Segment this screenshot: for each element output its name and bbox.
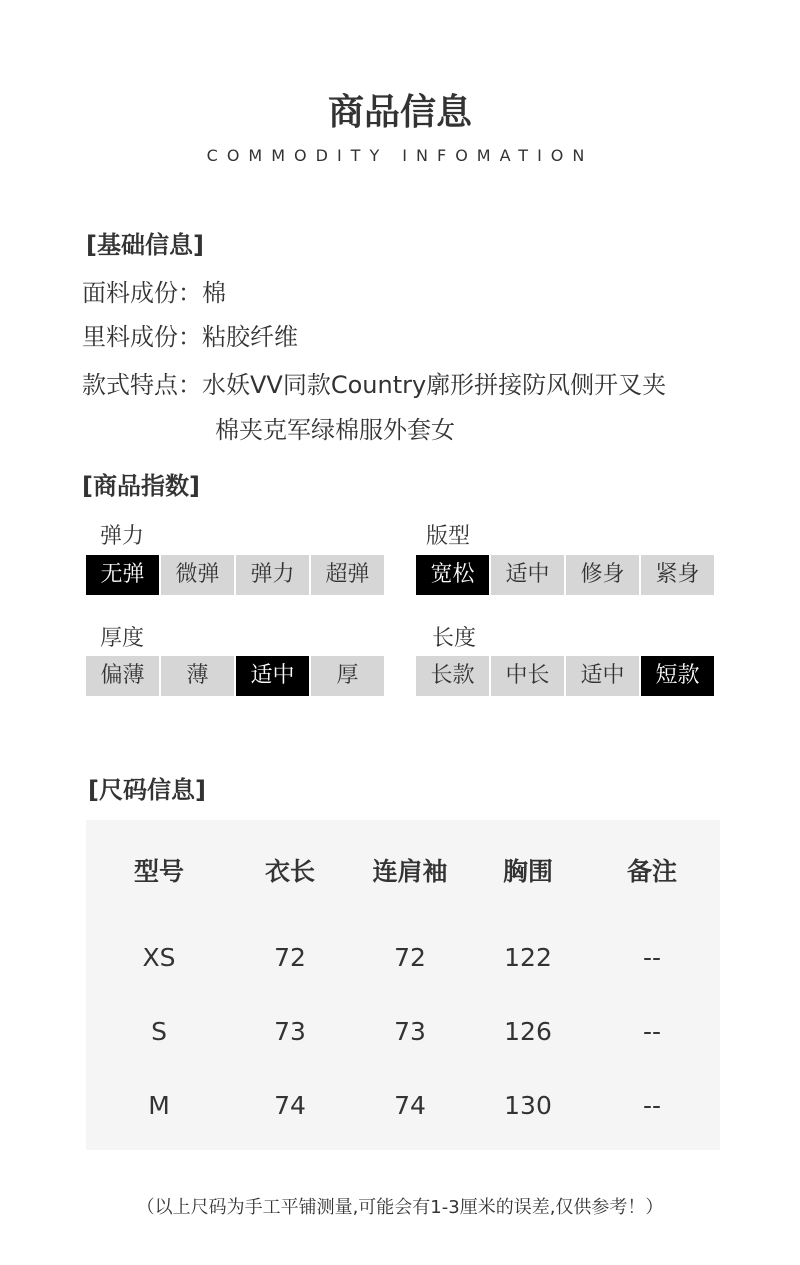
table-cell: 126 (504, 1016, 552, 1046)
table-cell: -- (642, 942, 662, 972)
table-row (86, 1068, 720, 1142)
length-scale (416, 656, 714, 696)
index-heading: [商品指数] (82, 472, 200, 500)
size-heading: [尺码信息] (88, 776, 206, 804)
fabric-label: 面料成份： (82, 279, 202, 307)
length-option-short: 短款 (641, 656, 714, 696)
thickness-option-thick: 厚 (311, 656, 384, 696)
table-cell: 73 (394, 1016, 426, 1046)
thickness-scale (86, 656, 384, 696)
size-table (86, 820, 720, 1150)
size-table-header-row (86, 820, 720, 920)
table-cell: -- (642, 1016, 662, 1046)
table-cell: 72 (394, 942, 426, 972)
elasticity-option-super: 超弹 (311, 555, 384, 595)
length-option-long: 长款 (416, 656, 489, 696)
page-subtitle: COMMODITY INFOMATION (206, 146, 594, 165)
elasticity-option-elastic: 弹力 (236, 555, 309, 595)
style-row (82, 363, 762, 407)
lining-row (82, 315, 298, 359)
fabric-row (82, 271, 226, 315)
lining-label: 里料成份： (82, 323, 202, 351)
table-cell: S (151, 1016, 167, 1046)
thickness-option-thinner: 偏薄 (86, 656, 159, 696)
thickness-option-thin: 薄 (161, 656, 234, 696)
table-row (86, 920, 720, 994)
col-header-length: 衣长 (264, 857, 315, 886)
table-cell: M (148, 1090, 170, 1120)
elasticity-label: 弹力 (100, 524, 145, 549)
size-disclaimer: （以上尺码为手工平铺测量,可能会有1-3厘米的误差,仅供参考！） (136, 1197, 664, 1218)
fit-option-regular: 适中 (491, 555, 564, 595)
length-option-regular: 适中 (566, 656, 639, 696)
style-value-line2: 棉夹克军绿棉服外套女 (215, 416, 455, 444)
fit-label: 版型 (426, 524, 471, 549)
lining-value: 粘胶纤维 (202, 323, 298, 351)
fit-option-tight: 紧身 (641, 555, 714, 595)
table-cell: 72 (274, 942, 306, 972)
col-header-sleeve: 连肩袖 (372, 857, 448, 886)
table-cell: 74 (274, 1090, 306, 1120)
table-cell: 74 (394, 1090, 426, 1120)
elasticity-scale (86, 555, 384, 595)
col-header-remark: 备注 (626, 857, 677, 886)
fit-option-slim: 修身 (566, 555, 639, 595)
table-cell: 122 (504, 942, 552, 972)
col-header-chest: 胸围 (502, 857, 553, 886)
page-title: 商品信息 (327, 92, 472, 133)
style-value-line1: 水妖VV同款Country廓形拼接防风侧开叉夹 (202, 371, 667, 399)
thickness-label: 厚度 (100, 626, 145, 651)
length-option-midlong: 中长 (491, 656, 564, 696)
table-cell: -- (642, 1090, 662, 1120)
table-cell: 130 (504, 1090, 552, 1120)
fabric-value: 棉 (202, 279, 226, 307)
elasticity-option-slight: 微弹 (161, 555, 234, 595)
col-header-model: 型号 (133, 857, 184, 886)
table-cell: 73 (274, 1016, 306, 1046)
length-label: 长度 (432, 626, 477, 651)
basic-info-heading: [基础信息] (86, 231, 204, 259)
thickness-option-medium: 适中 (236, 656, 309, 696)
elasticity-option-none: 无弹 (86, 555, 159, 595)
style-label: 款式特点： (82, 371, 202, 399)
table-row (86, 994, 720, 1068)
fit-scale (416, 555, 714, 595)
table-cell: XS (142, 942, 176, 972)
fit-option-loose: 宽松 (416, 555, 489, 595)
